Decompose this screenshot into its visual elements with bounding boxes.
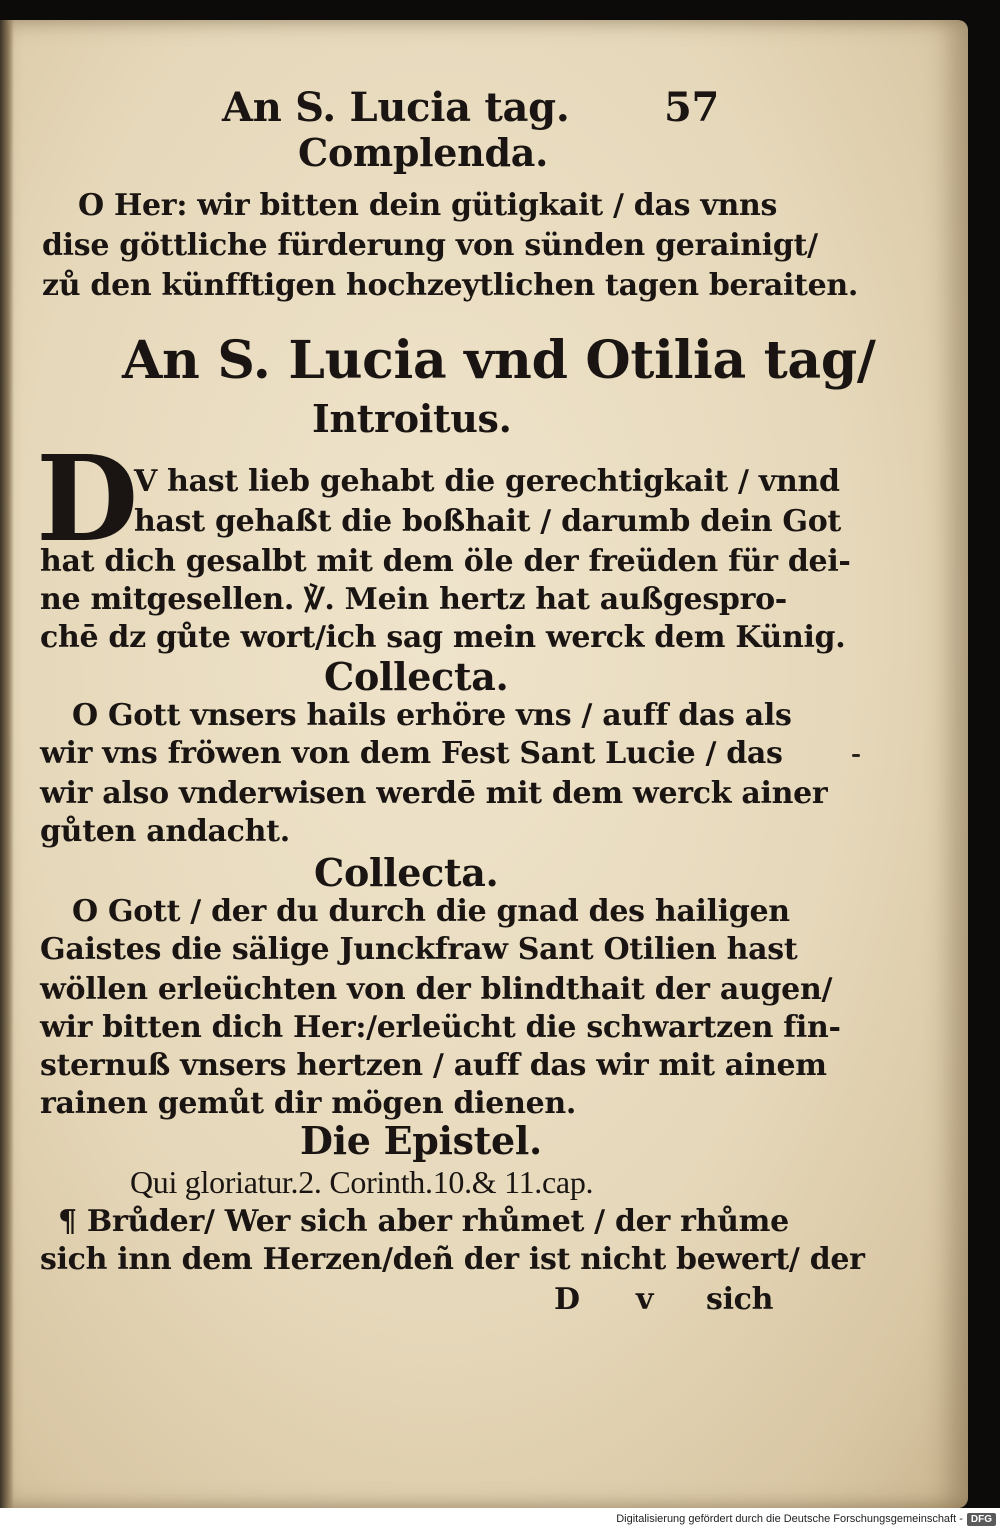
text-line: wir vns fröwen von dem Fest Sant Lucie / das	[40, 736, 783, 771]
epistel-title: Die Epistel.	[300, 1118, 542, 1163]
text-line: hast gehaßt die boßhait / darumb dein Got	[134, 504, 841, 539]
text-line: gůten andacht.	[40, 814, 290, 849]
text-line: zů den künfftigen hochzeytlichen tagen beraiten.	[42, 268, 859, 303]
text-line: wir also vnderwisen werdē mit dem werck ainer	[40, 776, 828, 811]
text-line: ne mitgesellen. ℣. Mein hertz hat außgespro-	[40, 582, 787, 617]
text-line: wir bitten dich Her:/erleücht die schwartzen fin-	[40, 1010, 841, 1045]
running-head: An S. Lucia tag.	[222, 84, 570, 131]
page-number: 57	[664, 84, 720, 131]
text-line: wöllen erleüchten von der blindthait der augen/	[40, 972, 833, 1007]
text-line: sternuß vnsers hertzen / auff das wir mit ainem	[40, 1048, 827, 1083]
page-text	[0, 20, 968, 1508]
catchword: v	[636, 1282, 654, 1317]
footer-credit: Digitalisierung gefördert durch die Deutsche Forschungsgemeinschaft -	[616, 1513, 963, 1525]
collecta-title: Collecta.	[314, 850, 499, 895]
ink-speck	[852, 754, 860, 757]
text-line: sich inn dem Herzen/deñ der ist nicht bewert/ der	[40, 1242, 865, 1277]
text-line: rainen gemůt dir mögen dienen.	[40, 1086, 577, 1121]
text-line: O Gott / der du durch die gnad des hailigen	[72, 894, 790, 929]
text-line: dise göttliche fürderung von sünden gerainigt/	[42, 228, 818, 263]
section-title-complenda: Complenda.	[298, 130, 549, 175]
text-line: O Her: wir bitten dein gütigkait / das vnns	[78, 188, 778, 223]
text-line: O Gott vnsers hails erhöre vns / auff das als	[72, 698, 792, 733]
digitization-footer	[0, 1508, 1000, 1530]
catchword: D	[554, 1282, 580, 1317]
feast-title: An S. Lucia vnd Otilia tag/	[122, 330, 876, 391]
text-line: chē dz gůte wort/ich sag mein werck dem Künig.	[40, 620, 846, 655]
collecta-title: Collecta.	[324, 654, 509, 699]
text-line: ¶ Brůder/ Wer sich aber rhůmet / der rhůme	[58, 1204, 789, 1239]
introitus-title: Introitus.	[312, 396, 512, 441]
dfg-logo: DFG	[967, 1513, 996, 1526]
book-page	[0, 20, 968, 1508]
text-line: hat dich gesalbt mit dem öle der freüden für dei-	[40, 544, 851, 579]
text-line: V hast lieb gehabt die gerechtigkait / vnnd	[134, 464, 840, 499]
epistel-reference: Qui gloriatur.2. Corinth.10.& 11.cap.	[130, 1164, 594, 1200]
text-line: Gaistes die sälige Junckfraw Sant Otilien hast	[40, 932, 798, 967]
catchword: sich	[706, 1282, 774, 1317]
initial-letter: D	[36, 429, 139, 568]
